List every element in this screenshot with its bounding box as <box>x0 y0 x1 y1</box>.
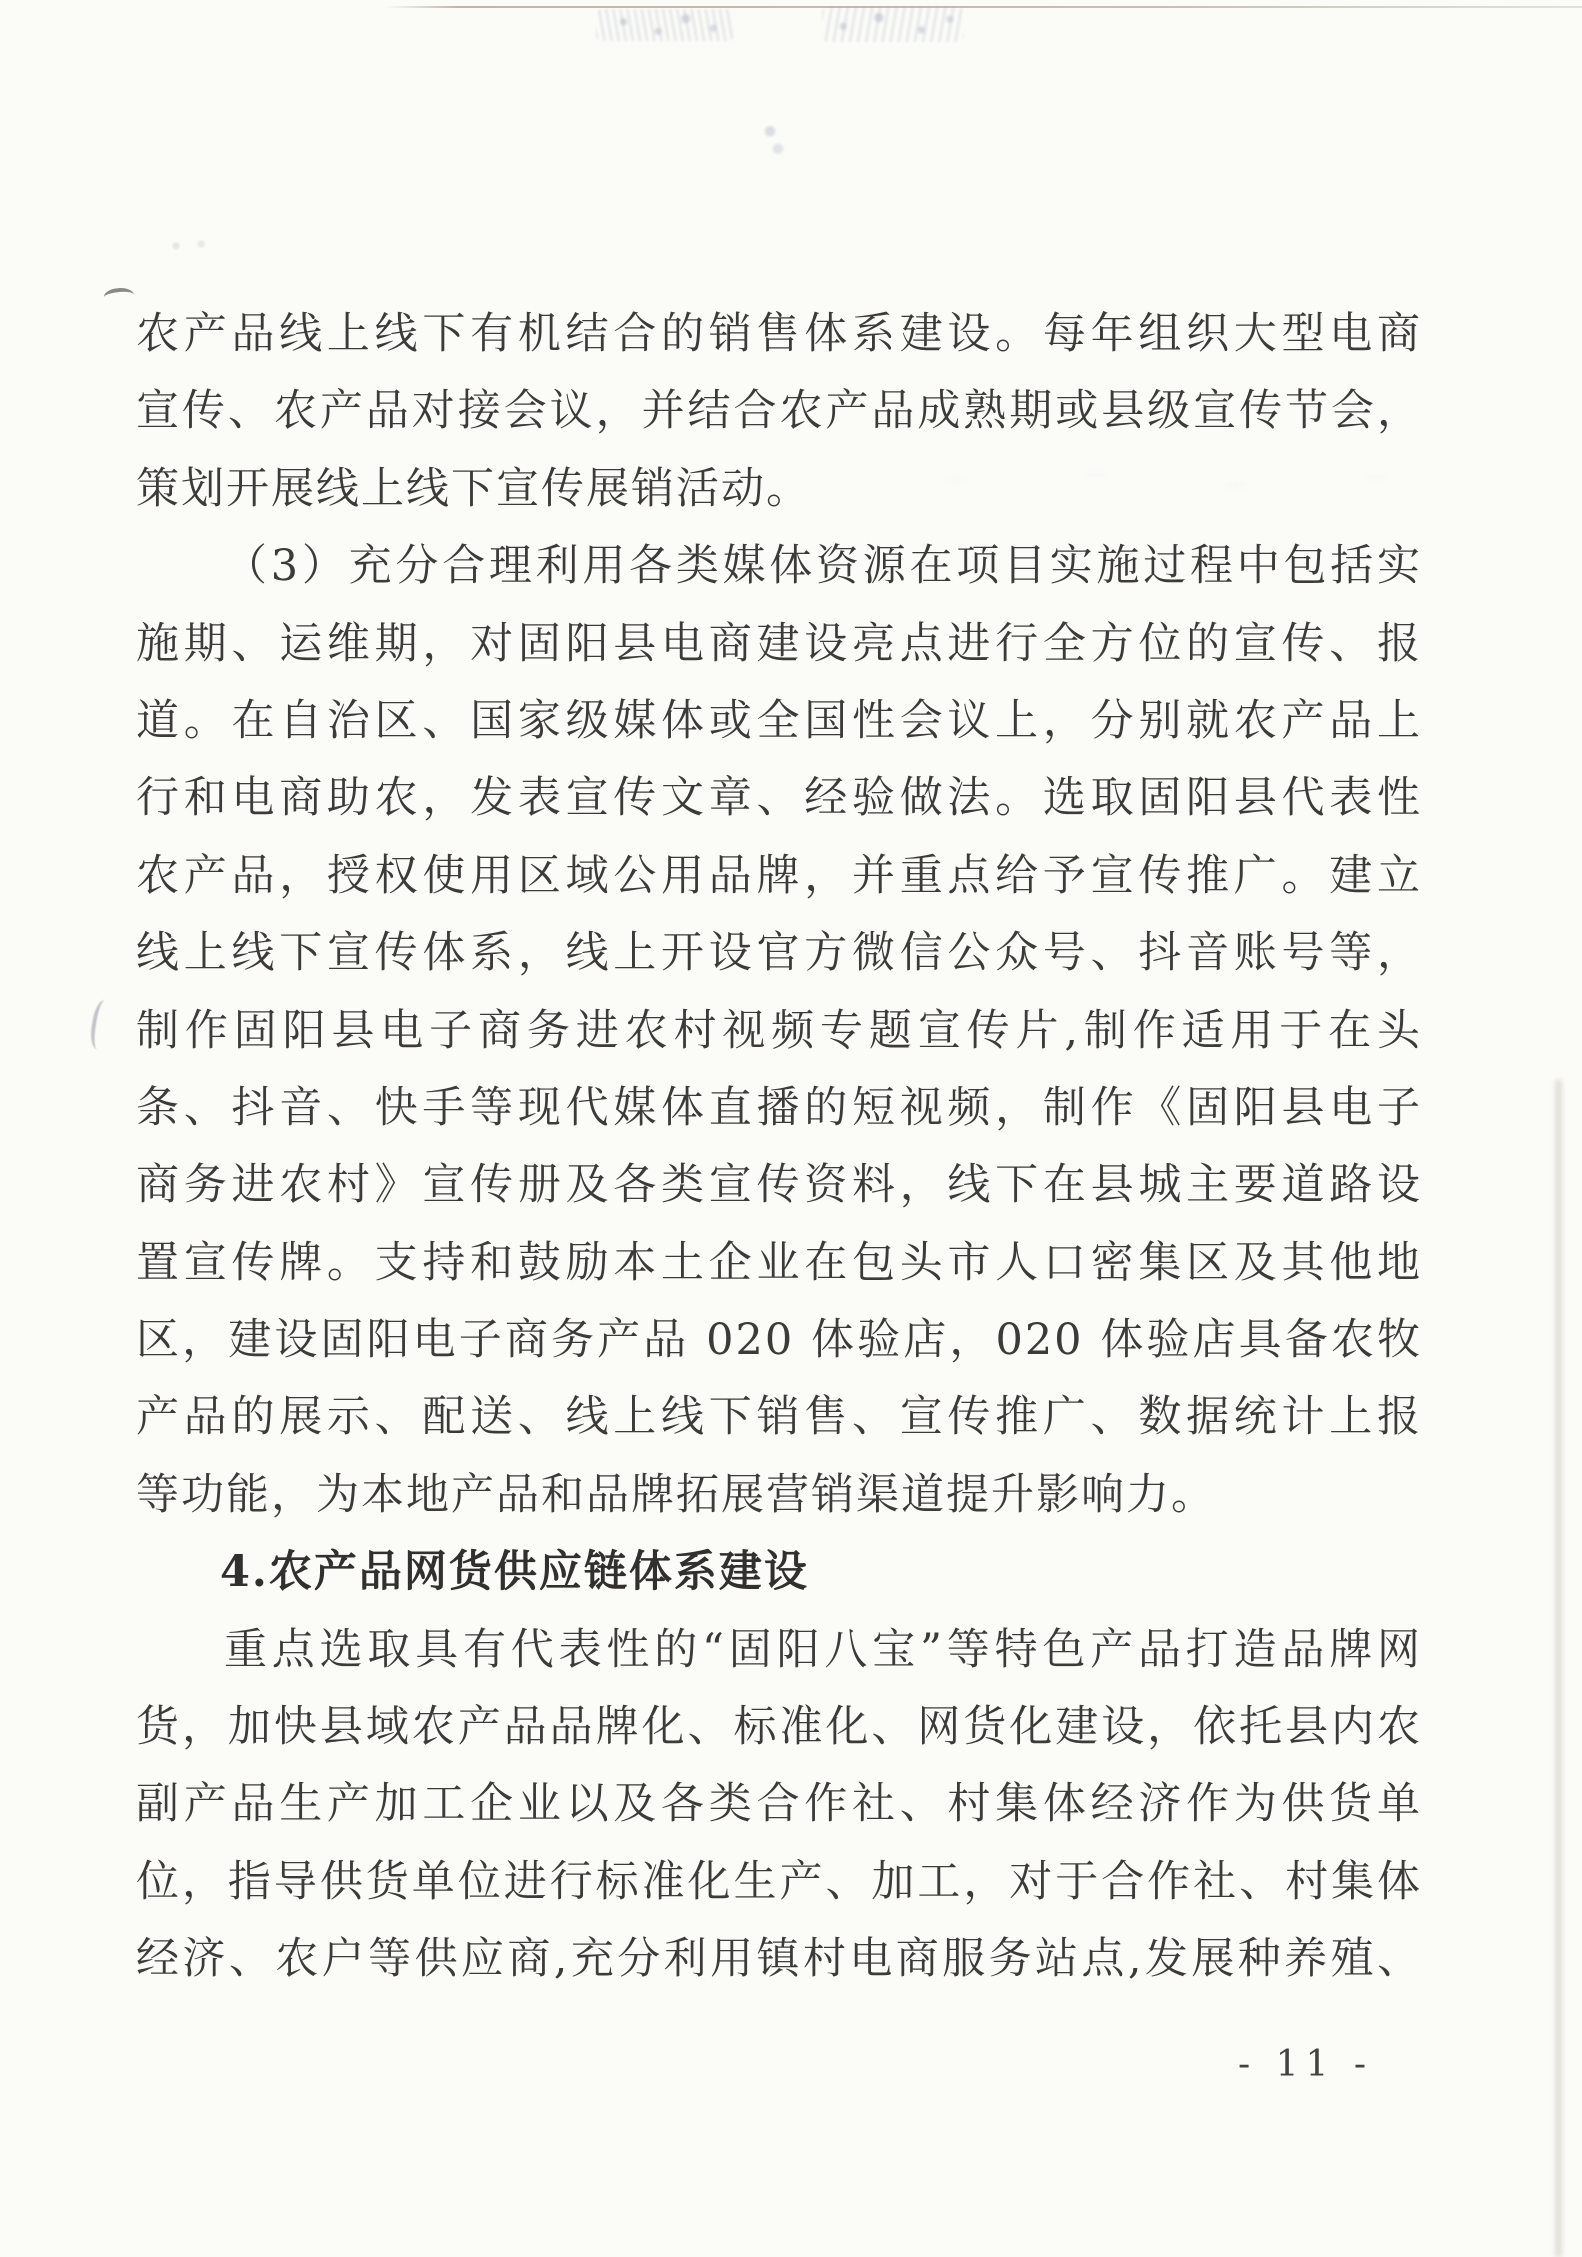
text-line: 制作固阳县电子商务进农村视频专题宣传片,制作适用于在头 <box>136 1005 1422 1056</box>
text-line: 副产品生产加工企业以及各类合作社、村集体经济作为供货单 <box>136 1779 1422 1830</box>
scan-smudge-icon <box>754 118 794 162</box>
text-line: 农产品线上线下有机结合的销售体系建设。每年组织大型电商 <box>136 309 1422 359</box>
text-line: 货，加快县域农产品品牌化、标准化、网货化建设，依托县内农 <box>136 1702 1422 1753</box>
text-line: 道。在自治区、国家级媒体或全国性会议上，分别就农产品上 <box>136 695 1422 746</box>
text-line: 宣传、农产品对接会议，并结合农产品成熟期或县级宣传节会， <box>136 386 1422 437</box>
text-line: 产品的展示、配送、线上线下销售、宣传推广、数据统计上报 <box>136 1392 1422 1443</box>
scan-smudge-icon <box>88 999 116 1052</box>
scan-smudge-icon <box>596 9 734 41</box>
text-line: 位，指导供货单位进行标准化生产、加工，对于合作社、村集体 <box>136 1856 1422 1907</box>
text-line: 区，建设固阳电子商务产品 020 体验店，020 体验店具备农牧 <box>136 1315 1422 1366</box>
page-number: - 11 - <box>1238 2044 1374 2085</box>
text-line: 重点选取具有代表性的“固阳八宝”等特色产品打造品牌网 <box>224 1624 1422 1675</box>
text-line: 商务进农村》宣传册及各类宣传资料，线下在县城主要道路设 <box>136 1160 1422 1211</box>
text-line: 条、抖音、快手等现代媒体直播的短视频，制作《固阳县电子 <box>136 1082 1422 1133</box>
scan-smudge-icon <box>162 236 218 256</box>
text-line: 经济、农户等供应商,充分利用镇村电商服务站点,发展种养殖、 <box>136 1934 1422 1985</box>
pen-mark-icon <box>103 286 135 306</box>
page-edge-shadow <box>1555 1080 1562 2257</box>
scan-edge-line <box>385 6 1582 8</box>
scan-smudge-icon <box>822 7 964 42</box>
text-line: 农产品，授权使用区域公用品牌，并重点给予宣传推广。建立 <box>136 850 1422 901</box>
text-line: 等功能，为本地产品和品牌拓展营销渠道提升影响力。 <box>136 1469 1216 1520</box>
text-line: 施期、运维期，对固阳县电商建设亮点进行全方位的宣传、报 <box>136 618 1422 669</box>
text-line: 策划开展线上线下宣传展销活动。 <box>136 463 811 514</box>
text-line: 行和电商助农，发表宣传文章、经验做法。选取固阳县代表性 <box>136 773 1422 824</box>
text-line: 线上线下宣传体系，线上开设官方微信公众号、抖音账号等， <box>136 928 1422 979</box>
section-heading: 4.农产品网货供应链体系建设 <box>220 1547 809 1598</box>
text-line: 置宣传牌。支持和鼓励本土企业在包头市人口密集区及其他地 <box>136 1237 1422 1288</box>
document-body <box>136 296 1422 1999</box>
text-line: （3）充分合理利用各类媒体资源在项目实施过程中包括实 <box>224 541 1422 592</box>
